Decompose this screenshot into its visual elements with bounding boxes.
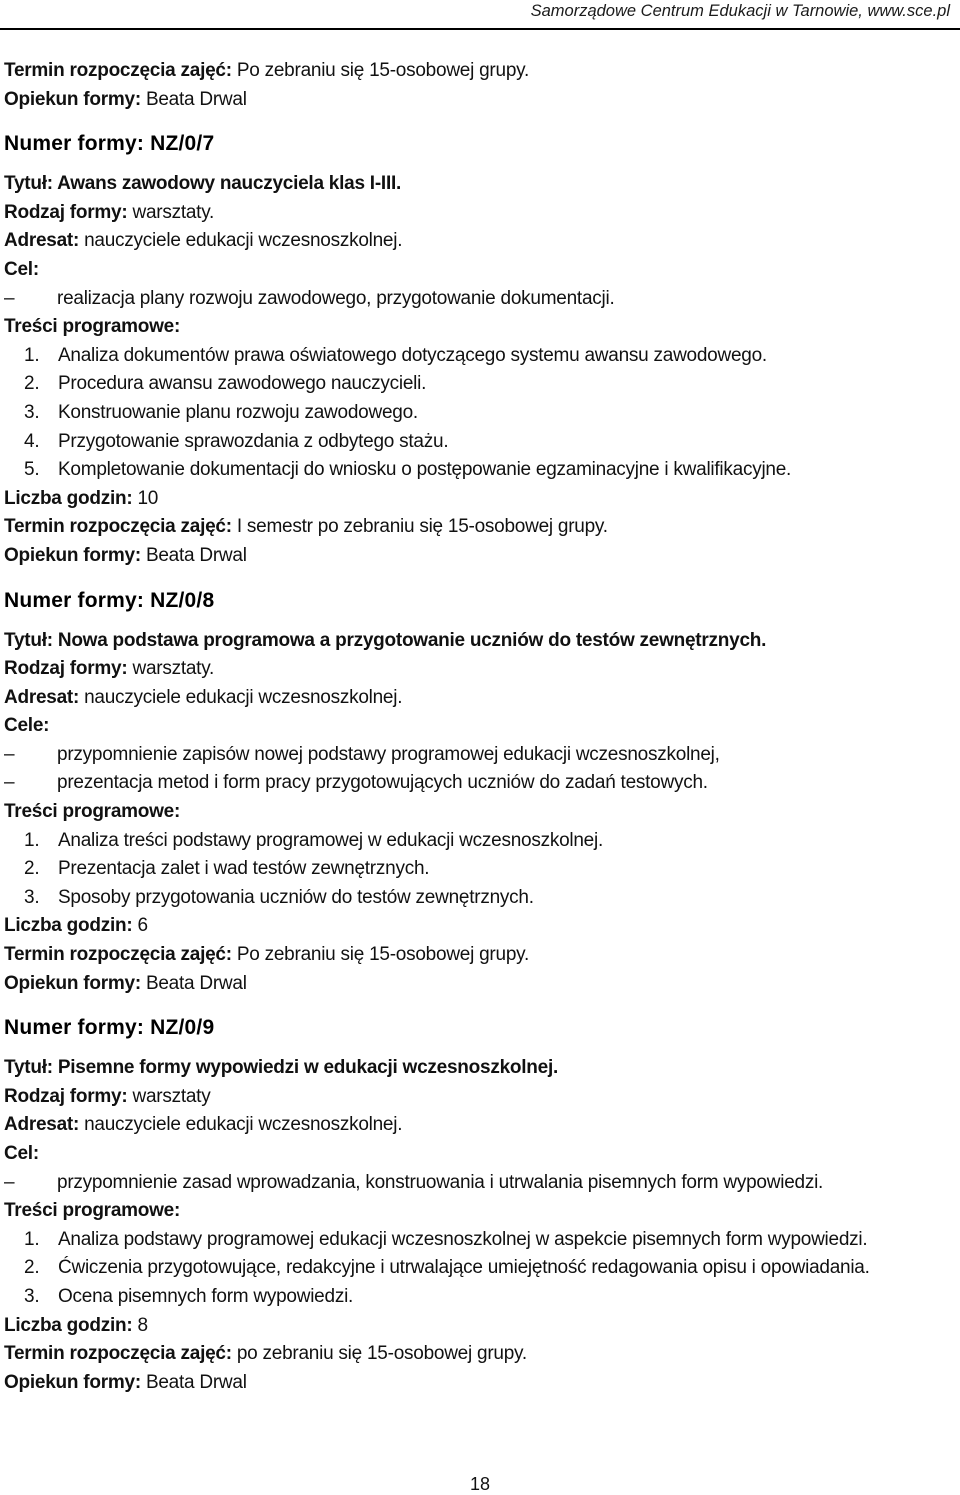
tresci-item xyxy=(4,370,954,399)
godziny-line xyxy=(4,912,954,941)
rodzaj-value: warsztaty. xyxy=(132,658,215,680)
section-number: Numer formy: NZ/0/7 xyxy=(4,132,215,156)
title-value: Pisemne formy wypowiedzi w edukacji wczesnoszkolnej. xyxy=(57,1057,559,1079)
section-number: Numer formy: NZ/0/9 xyxy=(4,1016,215,1040)
adresat-line xyxy=(4,684,954,713)
godziny-label: Liczba godzin: xyxy=(4,487,133,509)
termin-value: Po zebraniu się 15-osobowej grupy. xyxy=(236,944,530,966)
rodzaj-value: warsztaty xyxy=(132,1085,211,1107)
termin-line xyxy=(4,941,954,970)
adresat-value: nauczyciele edukacji wczesnoszkolnej. xyxy=(84,686,403,708)
title-line xyxy=(4,170,954,199)
opiekun-label: Opiekun formy: xyxy=(4,544,141,566)
item-text: Analiza podstawy programowej edukacji wczesnoszkolnej w aspekcie pisemnych form wypowiedzi. xyxy=(58,1228,868,1250)
item-number: 3. xyxy=(24,401,40,423)
item-text: Ćwiczenia przygotowujące, redakcyjne i utrwalające umiejętność redagowania opisu i opowiadania. xyxy=(58,1257,870,1279)
godziny-value: 10 xyxy=(137,487,159,509)
cel-item xyxy=(4,741,954,770)
tresci-item xyxy=(4,456,954,485)
termin-line xyxy=(4,1340,954,1369)
adresat-value: nauczyciele edukacji wczesnoszkolnej. xyxy=(84,230,403,252)
termin-line xyxy=(4,513,954,542)
tresci-item xyxy=(4,855,954,884)
godziny-value: 8 xyxy=(137,1314,148,1336)
godziny-line xyxy=(4,1312,954,1341)
termin-value: Po zebraniu się 15-osobowej grupy. xyxy=(236,60,530,81)
item-text: Prezentacja zalet i wad testów zewnętrznych. xyxy=(58,858,430,880)
page-number: 18 xyxy=(469,1474,491,1494)
termin-value: po zebraniu się 15-osobowej grupy. xyxy=(236,1343,527,1365)
termin-label: Termin rozpoczęcia zajęć: xyxy=(4,944,232,966)
running-header-title: Samorządowe Centrum Edukacji w Tarnowie, www.sce.pl xyxy=(530,2,950,20)
dash-bullet: – xyxy=(4,743,15,765)
tresci-item xyxy=(4,884,954,913)
prev-termin-line xyxy=(4,57,954,86)
cel-item xyxy=(4,285,954,314)
opiekun-label: Opiekun formy: xyxy=(4,972,141,994)
item-text: Sposoby przygotowania uczniów do testów zewnętrznych. xyxy=(58,886,534,908)
section-nz-0-7 xyxy=(4,130,954,570)
rodzaj-line xyxy=(4,1083,954,1112)
adresat-value: nauczyciele edukacji wczesnoszkolnej. xyxy=(84,1114,403,1136)
title-value: Nowa podstawa programowa a przygotowanie uczniów do testów zewnętrznych. xyxy=(57,629,767,651)
header-rule xyxy=(0,28,960,30)
cel-text: przypomnienie zasad wprowadzania, konstruowania i utrwalania pisemnych form wypowiedzi. xyxy=(57,1171,824,1193)
termin-label: Termin rozpoczęcia zajęć: xyxy=(4,60,232,81)
item-number: 4. xyxy=(24,430,40,452)
item-number: 3. xyxy=(24,886,40,908)
cel-text: realizacja plany rozwoju zawodowego, przygotowanie dokumentacji. xyxy=(57,287,615,309)
tresci-label: Treści programowe: xyxy=(4,1200,181,1222)
section-nz-0-9 xyxy=(4,1014,954,1397)
tresci-item xyxy=(4,1254,954,1283)
godziny-value: 6 xyxy=(137,915,148,937)
item-number: 1. xyxy=(24,1228,40,1250)
section-nz-0-8 xyxy=(4,587,954,999)
item-number: 3. xyxy=(24,1285,40,1307)
prev-opiekun-line xyxy=(4,86,954,115)
opiekun-line xyxy=(4,542,954,571)
title-value: Awans zawodowy nauczyciela klas I-III. xyxy=(57,173,402,195)
section-number: Numer formy: NZ/0/8 xyxy=(4,588,215,612)
rodzaj-value: warsztaty. xyxy=(132,201,215,223)
tresci-item xyxy=(4,342,954,371)
item-number: 5. xyxy=(24,459,40,481)
adresat-label: Adresat: xyxy=(4,230,80,252)
opiekun-value: Beata Drwal xyxy=(145,1371,247,1393)
item-text: Kompletowanie dokumentacji do wniosku o postępowanie egzaminacyjne i kwalifikacyjne. xyxy=(58,459,792,481)
title-label: Tytuł: xyxy=(4,1057,53,1079)
opiekun-value: Beata Drwal xyxy=(145,544,247,566)
godziny-label: Liczba godzin: xyxy=(4,915,133,937)
termin-label: Termin rozpoczęcia zajęć: xyxy=(4,516,232,538)
opiekun-label: Opiekun formy: xyxy=(4,1371,141,1393)
page-header xyxy=(0,0,960,32)
tresci-item xyxy=(4,428,954,457)
cel-label: Cel: xyxy=(4,258,39,280)
opiekun-line xyxy=(4,970,954,999)
tresci-label: Treści programowe: xyxy=(4,316,181,338)
title-label: Tytuł: xyxy=(4,173,53,195)
tresci-item xyxy=(4,1283,954,1312)
item-number: 1. xyxy=(24,829,40,851)
termin-value: I semestr po zebraniu się 15-osobowej grupy. xyxy=(236,516,608,538)
item-text: Konstruowanie planu rozwoju zawodowego. xyxy=(58,401,418,423)
adresat-line xyxy=(4,227,954,256)
cel-item xyxy=(4,1169,954,1198)
opiekun-value: Beata Drwal xyxy=(145,972,247,994)
tresci-item xyxy=(4,1226,954,1255)
adresat-line xyxy=(4,1111,954,1140)
rodzaj-label: Rodzaj formy: xyxy=(4,1085,128,1107)
item-text: Analiza dokumentów prawa oświatowego dotyczącego systemu awansu zawodowego. xyxy=(58,344,767,366)
document-body xyxy=(4,57,954,1397)
tresci-item xyxy=(4,399,954,428)
item-text: Analiza treści podstawy programowej w edukacji wczesnoszkolnej. xyxy=(58,829,604,851)
dash-bullet: – xyxy=(4,772,15,794)
rodzaj-line xyxy=(4,199,954,228)
item-text: Przygotowanie sprawozdania z odbytego stażu. xyxy=(58,430,449,452)
cel-text: przypomnienie zapisów nowej podstawy programowej edukacji wczesnoszkolnej, xyxy=(57,743,720,765)
item-text: Ocena pisemnych form wypowiedzi. xyxy=(58,1285,354,1307)
tresci-item xyxy=(4,827,954,856)
item-number: 2. xyxy=(24,373,40,395)
cel-text: prezentacja metod i form pracy przygotowujących uczniów do zadań testowych. xyxy=(57,772,708,794)
adresat-label: Adresat: xyxy=(4,686,80,708)
dash-bullet: – xyxy=(4,287,15,309)
dash-bullet: – xyxy=(4,1171,15,1193)
godziny-line xyxy=(4,485,954,514)
cel-item xyxy=(4,769,954,798)
item-number: 1. xyxy=(24,344,40,366)
opiekun-label: Opiekun formy: xyxy=(4,88,141,110)
opiekun-value: Beata Drwal xyxy=(145,88,247,110)
adresat-label: Adresat: xyxy=(4,1114,80,1136)
godziny-label: Liczba godzin: xyxy=(4,1314,133,1336)
tresci-label: Treści programowe: xyxy=(4,801,181,823)
rodzaj-label: Rodzaj formy: xyxy=(4,658,128,680)
item-number: 2. xyxy=(24,1257,40,1279)
cel-label: Cele: xyxy=(4,715,50,737)
title-label: Tytuł: xyxy=(4,629,53,651)
termin-label: Termin rozpoczęcia zajęć: xyxy=(4,1343,232,1365)
rodzaj-label: Rodzaj formy: xyxy=(4,201,128,223)
cel-label: Cel: xyxy=(4,1143,39,1164)
item-text: Procedura awansu zawodowego nauczycieli. xyxy=(58,373,427,395)
item-number: 2. xyxy=(24,858,40,880)
title-line xyxy=(4,1054,954,1083)
rodzaj-line xyxy=(4,655,954,684)
title-line xyxy=(4,627,954,656)
opiekun-line xyxy=(4,1369,954,1398)
